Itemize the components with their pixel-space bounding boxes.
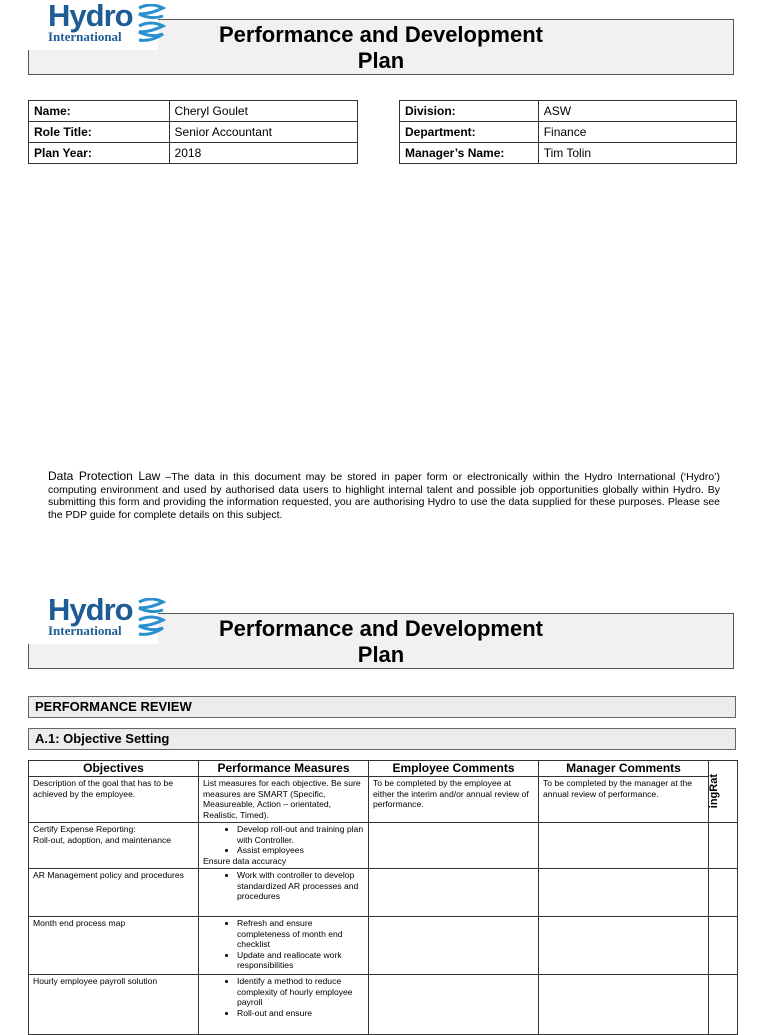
employee-comment-cell[interactable] xyxy=(369,917,539,975)
table-row xyxy=(29,823,738,869)
objective-cell: Certify Expense Reporting: Roll-out, adoption, and maintenance xyxy=(29,823,199,869)
objective-cell: Hourly employee payroll solution xyxy=(29,975,199,1035)
measures-cell xyxy=(199,869,369,917)
data-protection-heading: Data Protection Law xyxy=(48,469,161,483)
employee-comment-cell[interactable] xyxy=(369,975,539,1035)
rating-cell[interactable] xyxy=(709,823,738,869)
data-protection-notice xyxy=(48,470,720,521)
objective-cell: Month end process map xyxy=(29,917,199,975)
info-row-department xyxy=(400,122,737,143)
info-value: Finance xyxy=(538,122,736,143)
table-row xyxy=(29,917,738,975)
info-row-name xyxy=(29,101,358,122)
measures-cell xyxy=(199,975,369,1035)
measure-item: • Assist employees xyxy=(237,845,364,856)
data-protection-text: –The data in this document may be stored in paper form or electronically within the Hydro International (‘Hydro’) computing environment and used by authorised data users to highlight internal talent and possible job opportunities globally within Hydro. By submitting this form and providing the information requested, you are authorising Hydro to use the data supplied for these purposes. Please see the PDP guide for complete details on this subject. xyxy=(48,471,720,521)
info-label: Plan Year: xyxy=(29,143,170,164)
table-row-instructions xyxy=(29,777,738,823)
info-label: Role Title: xyxy=(29,122,170,143)
measures-cell: • Develop roll-out and training plan with Controller. • Assist employees Ensure data accuracy xyxy=(199,823,369,869)
page-title: Performance and Development Plan xyxy=(219,22,543,73)
rating-cell[interactable] xyxy=(709,975,738,1035)
info-label: Manager’s Name: xyxy=(400,143,539,164)
info-row-division xyxy=(400,101,737,122)
measure-item: • Refresh and ensure completeness of month end checklist xyxy=(237,918,364,950)
measure-item: • Roll-out and ensure xyxy=(237,1008,364,1019)
hydro-logo-2: Hydro International xyxy=(28,596,158,644)
column-header-rating: ingRat xyxy=(709,761,738,823)
instruction-manager: To be completed by the manager at the annual review of performance. xyxy=(539,777,709,823)
column-header-measures: Performance Measures xyxy=(199,761,369,777)
rating-cell[interactable] xyxy=(709,917,738,975)
manager-comment-cell[interactable] xyxy=(539,823,709,869)
measure-item: • Work with controller to develop standardized AR processes and procedures xyxy=(237,870,364,902)
wave-logo-icon xyxy=(136,598,166,640)
info-row-manager xyxy=(400,143,737,164)
info-value: ASW xyxy=(538,101,736,122)
table-header-row xyxy=(29,761,738,777)
measures-cell xyxy=(199,917,369,975)
page-title-2: Performance and Development Plan xyxy=(219,616,543,667)
info-label: Division: xyxy=(400,101,539,122)
employee-info-table xyxy=(28,100,358,164)
instruction-objectives: Description of the goal that has to be achieved by the employee. xyxy=(29,777,199,823)
objectives-table xyxy=(28,760,738,1035)
instruction-employee: To be completed by the employee at either the interim and/or annual review of performance. xyxy=(369,777,539,823)
objective-cell: AR Management policy and procedures xyxy=(29,869,199,917)
measure-item: • Develop roll-out and training plan with Controller. xyxy=(237,824,364,845)
info-value: Tim Tolin xyxy=(538,143,736,164)
manager-comment-cell[interactable] xyxy=(539,917,709,975)
column-header-manager-comments: Manager Comments xyxy=(539,761,709,777)
table-row xyxy=(29,975,738,1035)
employee-comment-cell[interactable] xyxy=(369,869,539,917)
info-row-role xyxy=(29,122,358,143)
info-value: Senior Accountant xyxy=(169,122,357,143)
measure-item: • Update and reallocate work responsibilities xyxy=(237,950,364,971)
table-row xyxy=(29,869,738,917)
info-label: Name: xyxy=(29,101,170,122)
performance-review-heading: PERFORMANCE REVIEW xyxy=(28,696,736,718)
rating-cell[interactable] xyxy=(709,869,738,917)
info-value: 2018 xyxy=(169,143,357,164)
wave-logo-icon xyxy=(136,4,166,46)
manager-comment-cell[interactable] xyxy=(539,975,709,1035)
manager-comment-cell[interactable] xyxy=(539,869,709,917)
column-header-employee-comments: Employee Comments xyxy=(369,761,539,777)
column-header-objectives: Objectives xyxy=(29,761,199,777)
instruction-measures: List measures for each objective. Be sure measures are SMART (Specific, Measureable, Action – orientated, Realistic, Timed). xyxy=(199,777,369,823)
measure-item: • Identify a method to reduce complexity of hourly employee payroll xyxy=(237,976,364,1008)
info-value: Cheryl Goulet xyxy=(169,101,357,122)
objective-setting-heading: A.1: Objective Setting xyxy=(28,728,736,750)
employee-comment-cell[interactable] xyxy=(369,823,539,869)
organisation-info-table xyxy=(399,100,737,164)
hydro-logo: Hydro International xyxy=(28,2,158,50)
info-label: Department: xyxy=(400,122,539,143)
info-row-plan-year xyxy=(29,143,358,164)
